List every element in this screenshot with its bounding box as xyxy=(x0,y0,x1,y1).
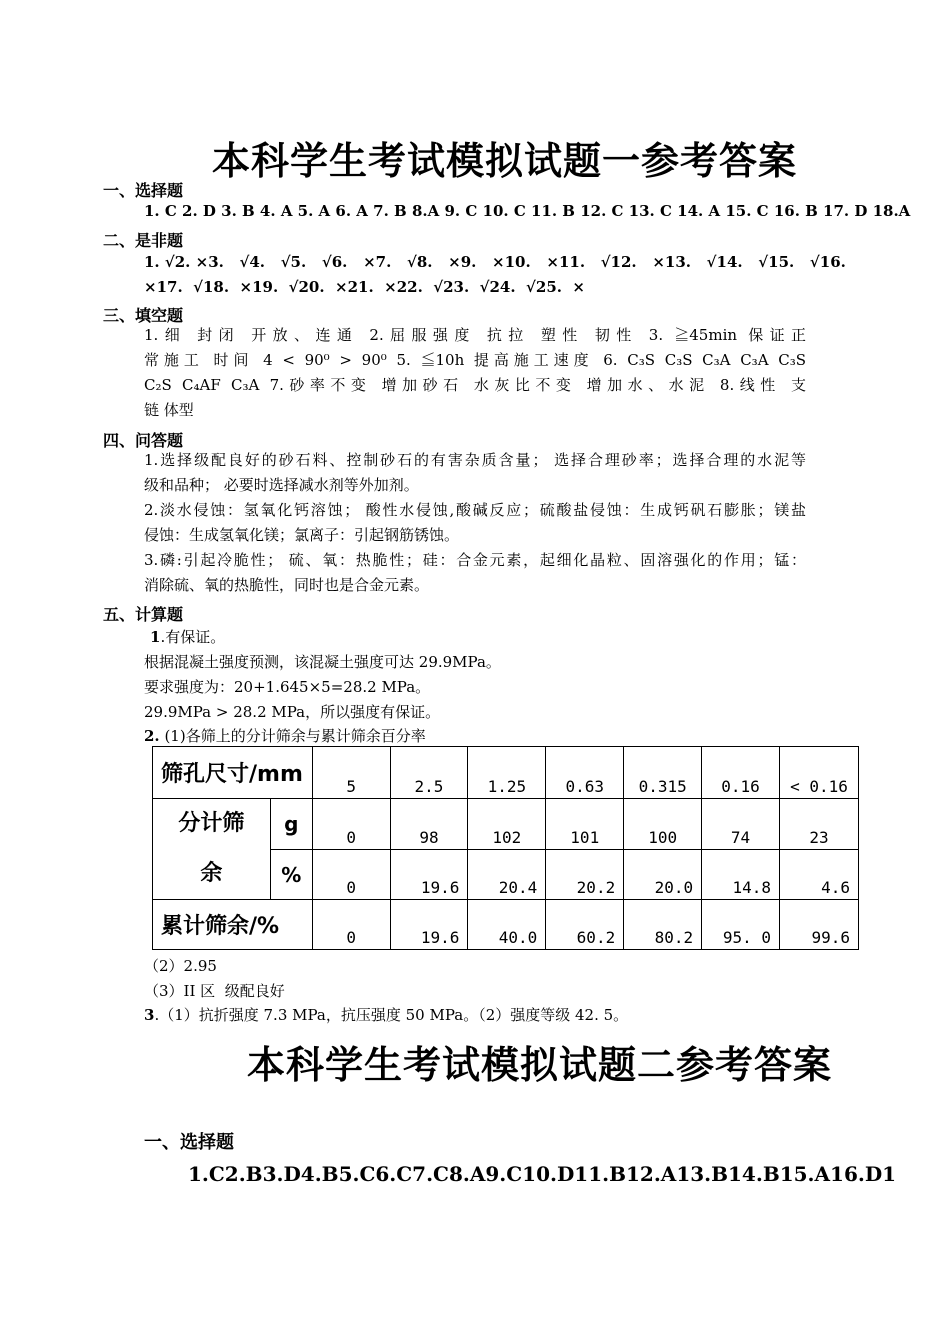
partial-pct-cell: 19.6 xyxy=(390,850,468,900)
header-partial-residue xyxy=(153,799,271,900)
calc-q1-number: 1 xyxy=(150,628,161,646)
fillin-line: 链 体型 xyxy=(144,401,194,419)
page-title-2: 本科学生考试模拟试题二参考答案 xyxy=(247,1043,833,1087)
cum-pct-cell: 0 xyxy=(312,900,390,950)
fillin-line: 1.细 封闭 开放、连通 2.屈服强度 抗拉 塑性 韧性 3. ≧45min 保证正 xyxy=(144,326,806,344)
calc-q1-line2: 根据混凝土强度预测，该混凝土强度可达 29.9MPa。 xyxy=(144,653,501,671)
sieve-table xyxy=(152,746,859,950)
table-row xyxy=(153,900,859,950)
header-partial-residue-line1: 分计筛 xyxy=(178,811,245,836)
section-heading-choice: 一、选择题 xyxy=(103,181,184,200)
qa-line: 3.磷:引起冷脆性； 硫、氧：热脆性；硅：合金元素，起细化晶粒、固溶强化的作用；锰： xyxy=(144,551,806,569)
header-sieve-size: 筛孔尺寸/mm xyxy=(153,747,313,799)
cum-pct-cell: 95. 0 xyxy=(702,900,780,950)
calc-q2-part2: （2）2.95 xyxy=(144,957,217,975)
qa-answers xyxy=(144,448,806,598)
grams-cell: 102 xyxy=(468,799,546,850)
calc-q1 xyxy=(150,626,225,647)
unit-grams: g xyxy=(270,799,312,850)
sieve-size-cell: 1.25 xyxy=(468,747,546,799)
calc-q1-line3: 要求强度为：20+1.645×5=28.2 MPa。 xyxy=(144,678,431,696)
partial-pct-cell: 0 xyxy=(312,850,390,900)
sieve-size-cell: 5 xyxy=(312,747,390,799)
grams-cell: 74 xyxy=(702,799,780,850)
qa-line: 消除硫、氧的热脆性，同时也是合金元素。 xyxy=(144,576,430,594)
partial-pct-cell: 14.8 xyxy=(702,850,780,900)
cum-pct-cell: 60.2 xyxy=(546,900,624,950)
partial-pct-cell: 20.0 xyxy=(624,850,702,900)
partial-pct-cell: 20.4 xyxy=(468,850,546,900)
section-heading-qa: 四、问答题 xyxy=(103,431,184,450)
section-heading-fillin: 三、填空题 xyxy=(103,306,184,325)
page-title: 本科学生考试模拟试题一参考答案 xyxy=(212,139,798,183)
section-heading-truefalse: 二、是非题 xyxy=(103,231,184,250)
qa-line: 级和品种； 必要时选择减水剂等外加剂。 xyxy=(144,476,419,494)
choice-answers: 1. C 2. D 3. B 4. A 5. A 6. A 7. B 8.A 9. C 10. C 11. B 12. C 13. C 14. A 15. C 16. B 17. D 18.A xyxy=(144,202,911,220)
partial-pct-cell: 20.2 xyxy=(546,850,624,900)
sieve-size-cell: < 0.16 xyxy=(780,747,859,799)
fillin-answers xyxy=(144,323,806,423)
truefalse-answers-line2: ×17. √18. ×19. √20. ×21. ×22. √23. √24. √25. × xyxy=(144,278,585,296)
calc-q1-text: .有保证。 xyxy=(160,628,226,646)
qa-line: 2.淡水侵蚀：氢氧化钙溶蚀； 酸性水侵蚀,酸碱反应；硫酸盐侵蚀：生成钙矾石膨胀；镁盐 xyxy=(144,501,806,519)
header-cumulative-residue: 累计筛余/% xyxy=(153,900,313,950)
calc-q2-part3: （3）II 区 级配良好 xyxy=(144,982,285,1000)
header-partial-residue-line2: 余 xyxy=(200,861,223,886)
table-row xyxy=(153,747,859,799)
calc-q2-number: 2. xyxy=(144,727,160,745)
calc-q3-number: 3 xyxy=(144,1006,155,1024)
sieve-size-cell: 0.315 xyxy=(624,747,702,799)
section-heading-calc: 五、计算题 xyxy=(103,605,184,624)
calc-q2 xyxy=(144,725,426,746)
calc-q3 xyxy=(144,1004,628,1025)
grams-cell: 23 xyxy=(780,799,859,850)
qa-line: 侵蚀：生成氢氧化镁；氯离子：引起钢筋锈蚀。 xyxy=(144,526,460,544)
grams-cell: 98 xyxy=(390,799,468,850)
cum-pct-cell: 19.6 xyxy=(390,900,468,950)
grams-cell: 101 xyxy=(546,799,624,850)
calc-q3-text: .（1）抗折强度 7.3 MPa，抗压强度 50 MPa。（2）强度等级 42. 5。 xyxy=(154,1006,629,1024)
table-row xyxy=(153,799,859,850)
cum-pct-cell: 80.2 xyxy=(624,900,702,950)
cum-pct-cell: 40.0 xyxy=(468,900,546,950)
unit-percent: % xyxy=(270,850,312,900)
sieve-size-cell: 2.5 xyxy=(390,747,468,799)
sieve-size-cell: 0.16 xyxy=(702,747,780,799)
calc-q1-line4: 29.9MPa > 28.2 MPa，所以强度有保证。 xyxy=(144,703,441,721)
calc-q2-text: (1)各筛上的分计筛余与累计筛余百分率 xyxy=(159,727,426,745)
part2-choice-answers: 1.C2.B3.D4.B5.C6.C7.C8.A9.C10.D11.B12.A13.B14.B15.A16.D1 xyxy=(188,1162,897,1186)
cum-pct-cell: 99.6 xyxy=(780,900,859,950)
part2-section-heading-choice: 一、选择题 xyxy=(144,1132,234,1153)
grams-cell: 100 xyxy=(624,799,702,850)
partial-pct-cell: 4.6 xyxy=(780,850,859,900)
qa-line: 1.选择级配良好的砂石料、控制砂石的有害杂质含量； 选择合理砂率；选择合理的水泥等 xyxy=(144,451,806,469)
truefalse-answers-line1: 1. √2. ×3. √4. √5. √6. ×7. √8. ×9. ×10. ×11. √12. ×13. √14. √15. √16. xyxy=(144,253,846,271)
fillin-line: C₂S C₄AF C₃A 7.砂率不变 增加砂石 水灰比不变 增加水、水泥 8.线性 支 xyxy=(144,376,806,394)
grams-cell: 0 xyxy=(312,799,390,850)
fillin-line: 常施工 时间 4 < 90⁰ > 90⁰ 5. ≦10h 提高施工速度 6. C₃S C₃S C₃A C₃A C₃S xyxy=(144,351,806,369)
sieve-size-cell: 0.63 xyxy=(546,747,624,799)
